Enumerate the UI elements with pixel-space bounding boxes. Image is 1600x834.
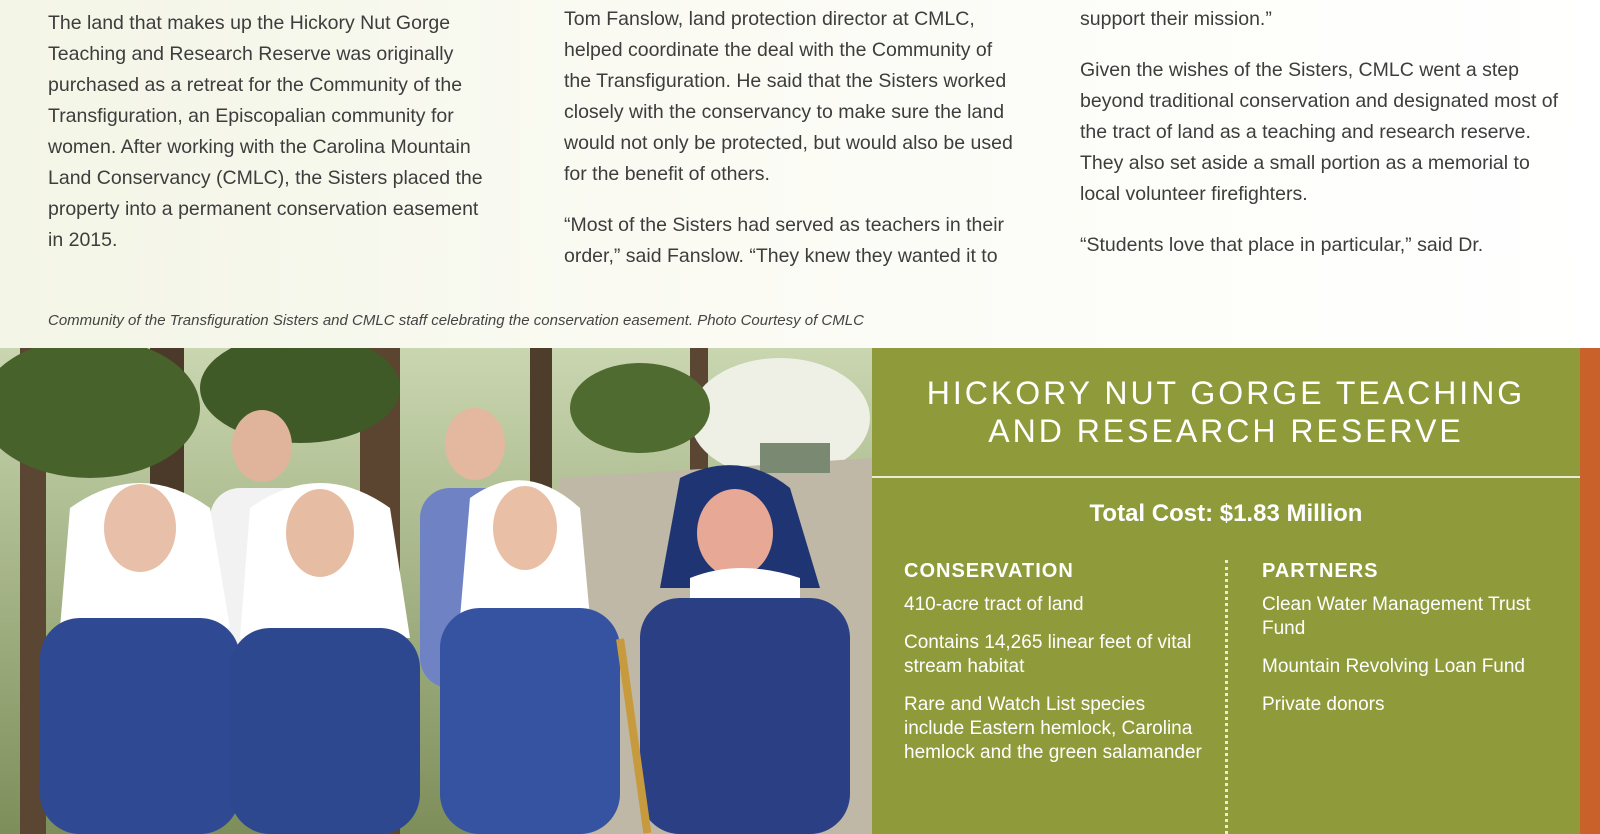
list-item: Mountain Revolving Loan Fund xyxy=(1262,656,1526,677)
partners-heading: PARTNERS xyxy=(1262,560,1379,582)
panel-title xyxy=(872,374,1580,450)
panel-title-line-1: HICKORY NUT GORGE TEACHING xyxy=(926,375,1526,411)
list-item: Private donors xyxy=(1262,694,1385,715)
list-item: Contains 14,265 linear feet of vital stream habitat xyxy=(904,632,1192,677)
partners-section xyxy=(1262,560,1562,731)
total-cost: Total Cost: $1.83 Million xyxy=(1089,500,1363,527)
conservation-heading: CONSERVATION xyxy=(904,560,1074,582)
dotted-divider xyxy=(1225,560,1228,834)
partners-list xyxy=(1262,593,1562,717)
paragraph: Given the wishes of the Sisters, CMLC went a step beyond traditional conservation and designated most of the tract of land as a teaching and research reserve. They also set aside a small portion as a memorial to local volunteer firefighters. xyxy=(1080,59,1559,205)
reserve-info-panel xyxy=(872,348,1580,834)
article-column-3 xyxy=(1080,4,1560,281)
paragraph: support their mission.” xyxy=(1080,8,1272,30)
list-item: Rare and Watch List species include Eastern hemlock, Carolina hemlock and the green salamander xyxy=(904,694,1202,763)
paragraph: Tom Fanslow, land protection director at CMLC, helped coordinate the deal with the Community of the Transfiguration. He said that the Sisters worked closely with the conservancy to make sure the land would not only be protected, but would also be used for the benefit of others. xyxy=(564,8,1013,185)
group-photo xyxy=(0,348,872,834)
list-item: 410-acre tract of land xyxy=(904,594,1084,615)
article-column-1 xyxy=(48,8,498,276)
panel-divider-rule xyxy=(872,476,1580,478)
conservation-list xyxy=(904,593,1204,765)
panel-title-line-2: AND RESEARCH RESERVE xyxy=(988,413,1464,449)
paragraph: “Most of the Sisters had served as teachers in their order,” said Fanslow. “They knew they wanted it to xyxy=(564,214,1005,267)
conservation-section xyxy=(904,560,1204,779)
accent-stripe xyxy=(1580,348,1600,834)
article-column-2 xyxy=(564,4,1014,292)
paragraph: “Students love that place in particular,” said Dr. xyxy=(1080,234,1484,256)
list-item: Clean Water Management Trust Fund xyxy=(1262,594,1531,639)
photo-caption: Community of the Transfiguration Sisters and CMLC staff celebrating the conservation easement. Photo Courtesy of CMLC xyxy=(48,312,864,329)
paragraph: The land that makes up the Hickory Nut Gorge Teaching and Research Reserve was originally purchased as a retreat for the Community of the Transfiguration, an Episcopalian community for women. After working with the Carolina Mountain Land Conservancy (CMLC), the Sisters placed the property into a permanent conservation easement in 2015. xyxy=(48,12,483,251)
